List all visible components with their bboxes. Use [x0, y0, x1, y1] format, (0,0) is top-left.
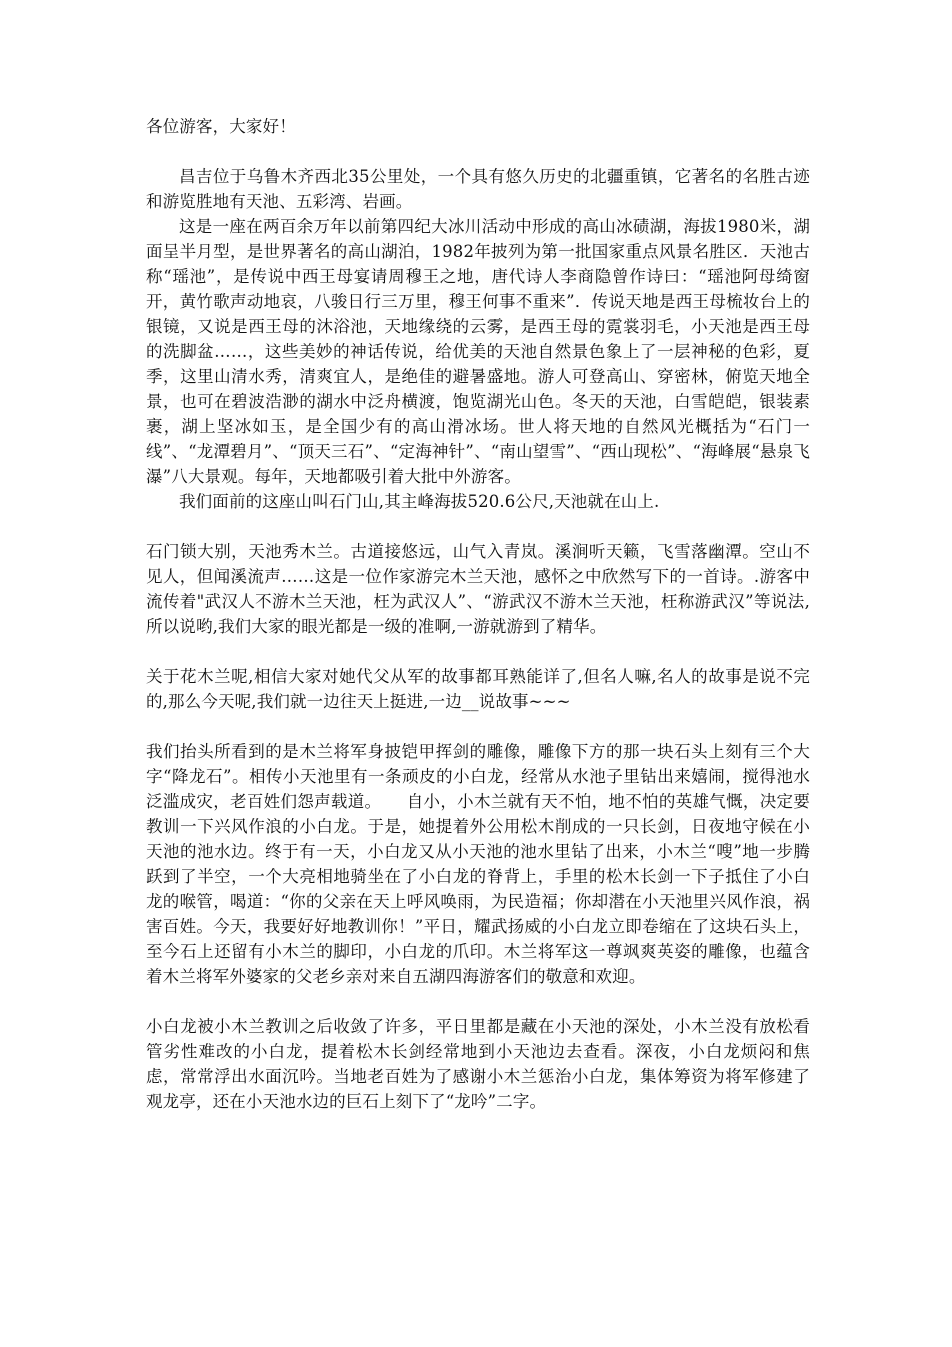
greeting-line: 各位游客，大家好！ — [146, 117, 296, 136]
paragraph-tianchi-description: 这是一座在两百余万年以前第四纪大冰川活动中形成的高山冰碛湖，海拔1980米，湖面呈半月型，是世界著名的高山湖泊，1982年披列为第一批国家重点风景名胜区．天池古称“瑶池”，是传说中西王母宴请周穆王之地，唐代诗人李商隐曾作诗曰：“瑶池阿母绮窗开，黄竹歌声动地哀，八骏日行三万里，穆王何事不重来”．传说天地是西王母梳妆台上的银镜，又说是西王母的沐浴池，天地缘绕的云雾，是西王母的霓裳羽毛，小天池是西王母的洗脚盆……，这些美妙的神话传说，给优美的天池自然景色象上了一层神秘的色彩，夏季，这里山清水秀，清爽宜人，是绝佳的避暑盛地。游人可登高山、穿密林，俯览天地全景，也可在碧波浩渺的湖水中泛舟横渡，饱览湖光山色。冬天的天池，白雪皑皑，银装素裹，湖上坚冰如玉，是全国少有的高山滑冰场。世人将天地的自然风光概括为“石门一线”、“龙潭碧月”、“顶天三石”、“定海神针”、“南山望雪”、“西山现松”、“海峰展“悬泉飞瀑”八大景观。每年，天地都吸引着大批中外游客。 — [146, 217, 810, 486]
paragraph-changji-intro: 昌吉位于乌鲁木齐西北35公里处，一个具有悠久历史的北疆重镇，它著名的名胜古迹和游览胜地有天池、五彩湾、岩画。 — [146, 167, 810, 211]
paragraph-shimen-mountain: 我们面前的这座山叫石门山,其主峰海拔520.6公尺,天池就在山上. — [179, 492, 660, 511]
document-body — [146, 114, 810, 1114]
paragraph-spacer — [146, 639, 810, 664]
paragraph-spacer — [146, 989, 810, 1014]
paragraph-spacer — [146, 514, 810, 539]
paragraph-hua-mulan-story-intro: 关于花木兰呢,相信大家对她代父从军的故事都耳熟能详了,但名人嘛,名人的故事是说不完的,那么今天呢,我们就一边往天上挺进,一边__说故事~~~ — [146, 667, 810, 711]
paragraph-mulan-poem: 石门锁大别，天池秀木兰。古道接悠远，山气入青岚。溪涧听天籁，飞雪落幽潭。空山不见人，但闻溪流声……这是一位作家游完木兰天池，感怀之中欣然写下的一首诗。.游客中流传着"武汉人不游木兰天池，枉为武汉人”、“游武汉不游木兰天池，枉称游武汉”等说法,所以说哟,我们大家的眼光都是一级的准啊,一游就游到了精华。 — [146, 542, 810, 636]
paragraph-dragon-pavilion: 小白龙被小木兰教训之后收敛了许多，平日里都是藏在小天池的深处，小木兰没有放松看管劣性难改的小白龙，提着松木长剑经常地到小天池边去查看。深夜，小白龙烦闷和焦虑，常常浮出水面沉吟。当地老百姓为了感谢小木兰惩治小白龙，集体筹资为将军修建了观龙亭，还在小天池水边的巨石上刻下了“龙吟”二字。 — [146, 1017, 810, 1111]
paragraph-spacer — [146, 139, 810, 164]
paragraph-dragon-subduing-stone: 我们抬头所看到的是木兰将军身披铠甲挥剑的雕像，雕像下方的那一块石头上刻有三个大字“降龙石”。相传小天池里有一条顽皮的小白龙，经常从水池子里钻出来嬉闹，搅得池水泛滥成灾，老百姓们怨声载道。 自小，小木兰就有天不怕，地不怕的英雄气慨，决定要教训一下兴风作浪的小白龙。于是，她提着外公用松木削成的一只长剑，日夜地守候在小天池的池水边。终于有一天，小白龙又从小天池的池水里钻了出来，小木兰“嗖”地一步腾跃到了半空，一个大亮相地骑坐在了小白龙的脊背上，手里的松木长剑一下子抵住了小白龙的喉管，喝道：“你的父亲在天上呼风唤雨，为民造福；你却潜在小天池里兴风作浪，祸害百姓。今天，我要好好地教训你！”平日，耀武扬威的小白龙立即卷缩在了这块石头上，至今石上还留有小木兰的脚印，小白龙的爪印。木兰将军这一尊飒爽英姿的雕像，也蕴含着木兰将军外婆家的父老乡亲对来自五湖四海游客们的敬意和欢迎。 — [146, 742, 810, 986]
paragraph-spacer — [146, 714, 810, 739]
